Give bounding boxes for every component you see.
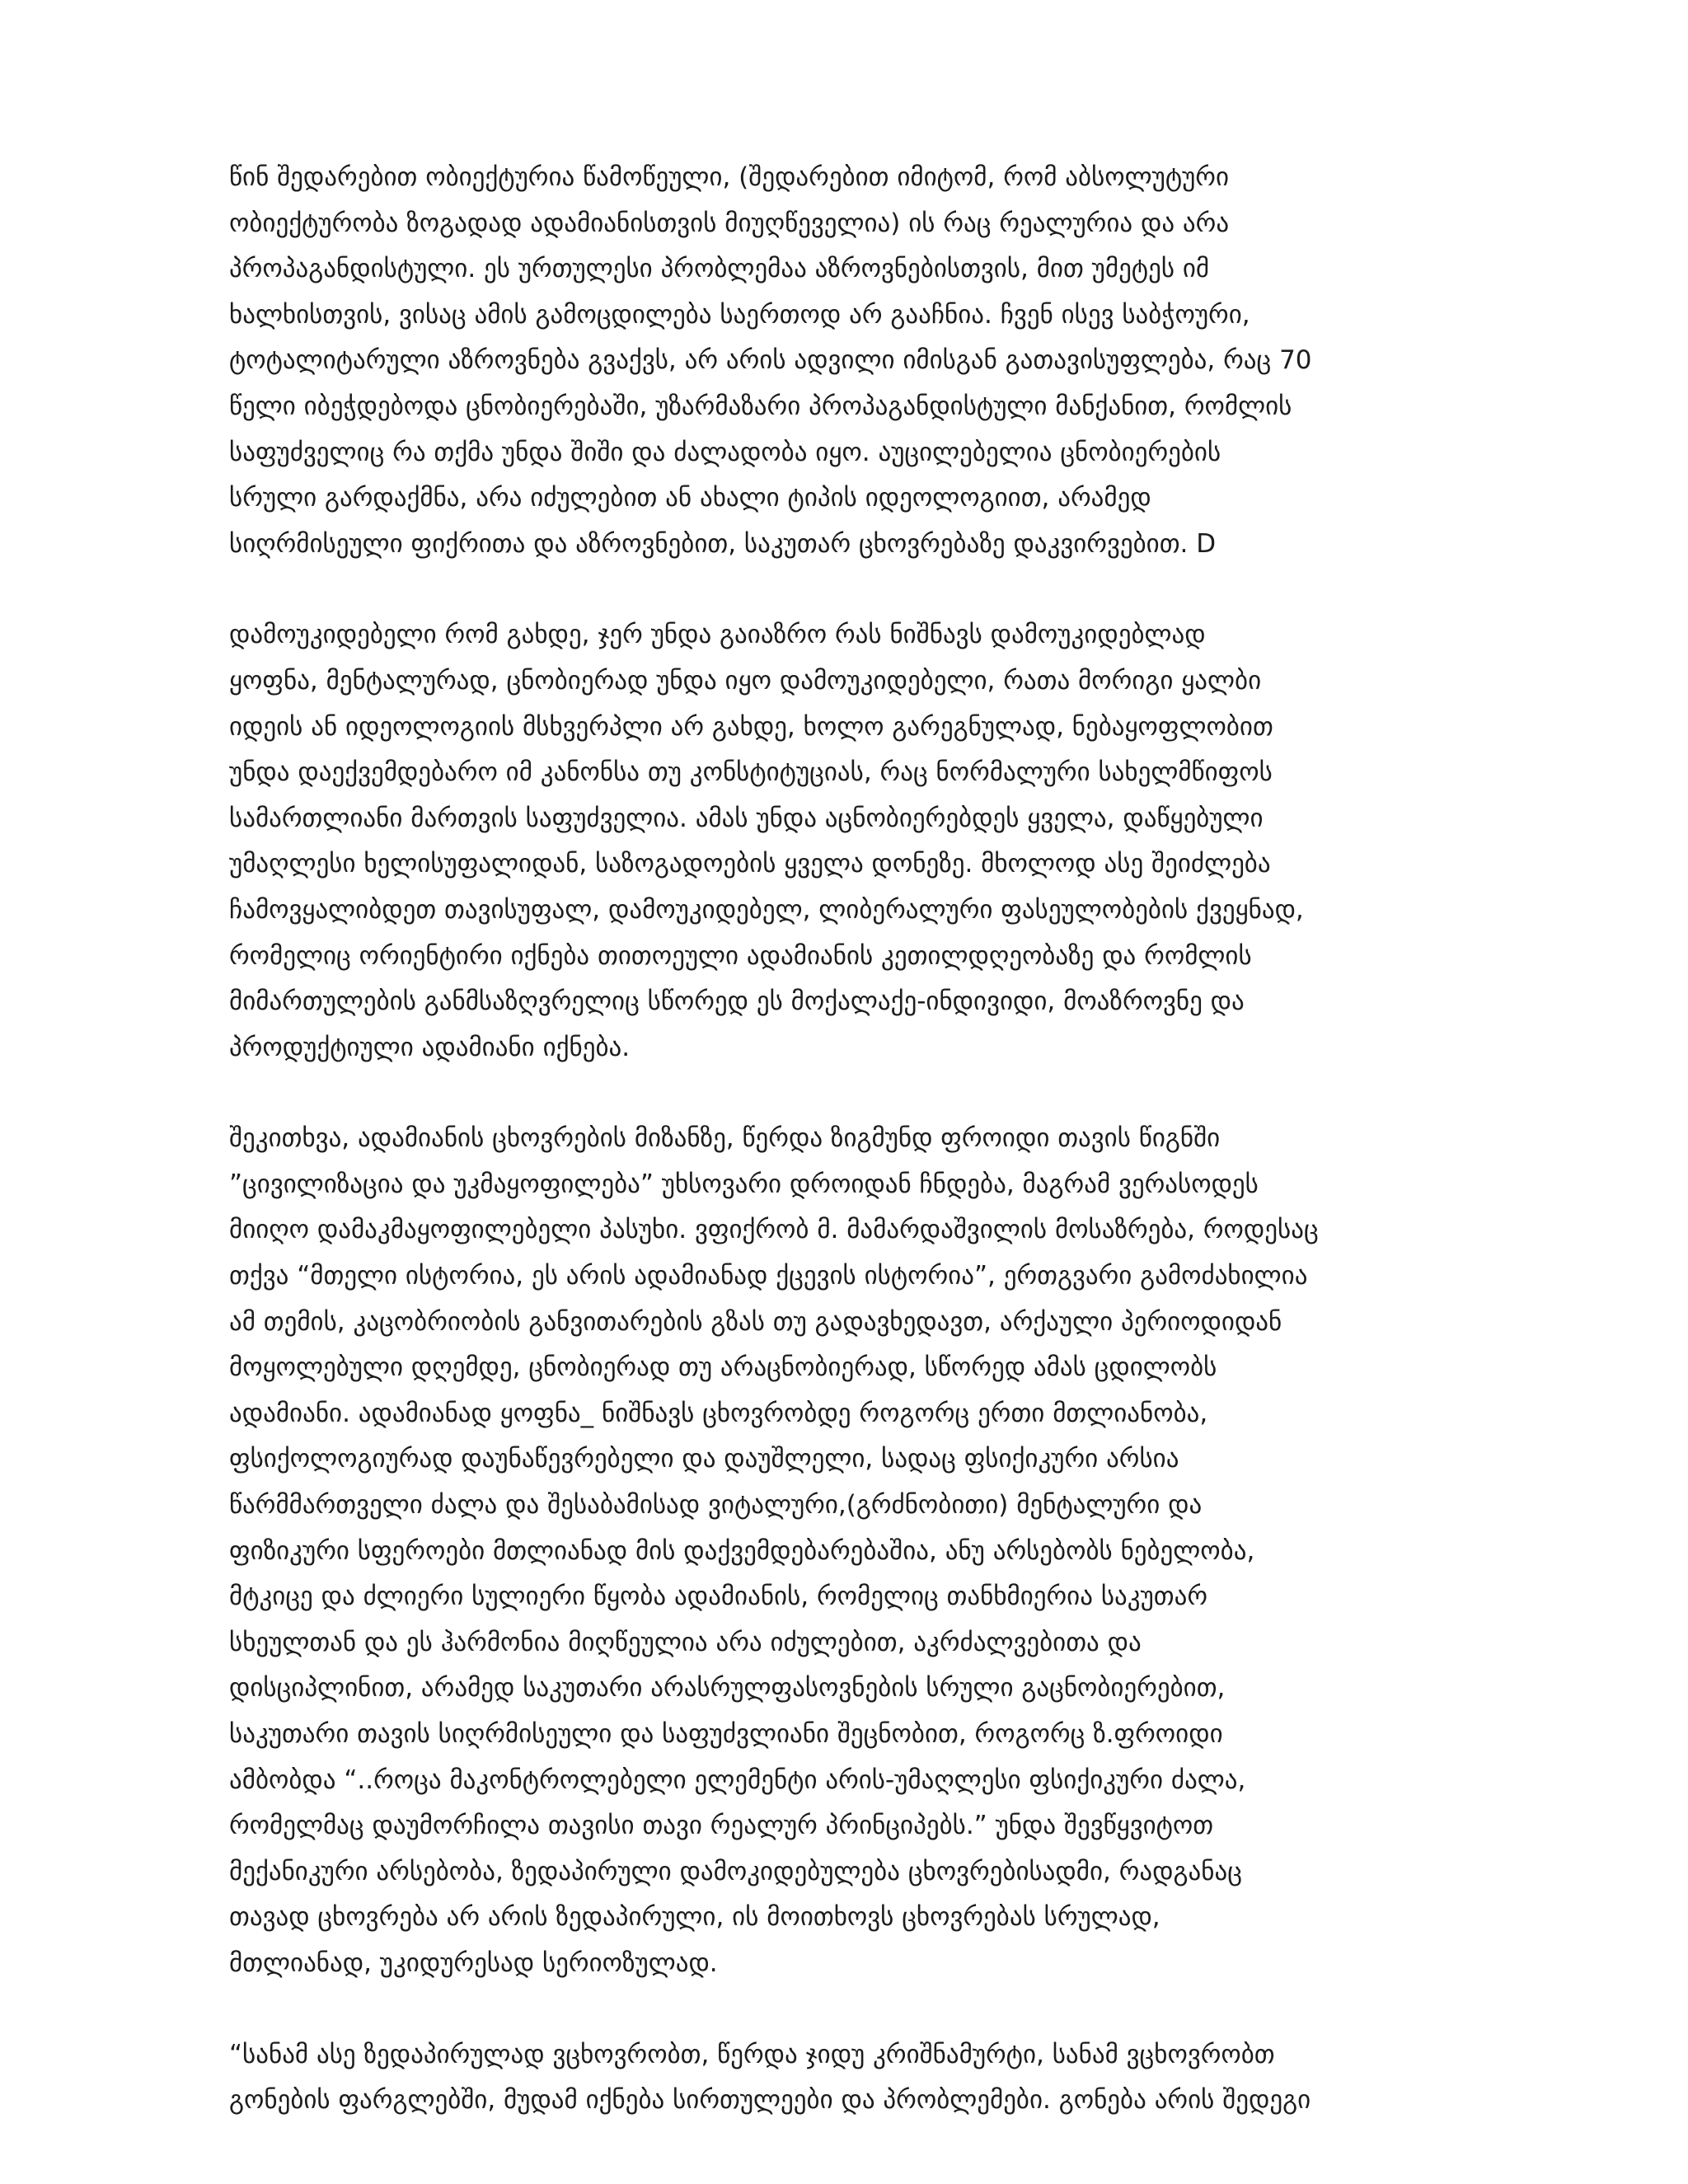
text-line: უმაღლესი ხელისუფალიდან, საზოგადოების ყველა დონეზე. მხოლოდ ასე შეიძლება (229, 849, 1271, 879)
text-line: საფუძველიც რა თქმა უნდა შიში და ძალადობა იყო. აუცილებელია ცნობიერების (229, 437, 1221, 467)
text-line: მიიღო დამაკმაყოფილებელი პასუხი. ვფიქრობ მ. მამარდაშვილის მოსაზრება, როდესაც (229, 1215, 1319, 1245)
text-line: ”ცივილიზაცია და უკმაყოფილება” უხსოვარი დროიდან ჩნდება, მაგრამ ვერასოდეს (229, 1169, 1259, 1199)
text-line: ფსიქოლოგიურად დაუნაწევრებელი და დაუშლელი, სადაც ფსიქიკური არსია (229, 1444, 1179, 1474)
text-line: ყოფნა, მენტალურად, ცნობიერად უნდა იყო დამოუკიდებელი, რათა მორიგი ყალბი (229, 665, 1262, 696)
text-line: წარმმართველი ძალა და შესაბამისად ვიტალური,(გრძნობითი) მენტალური და (229, 1490, 1203, 1521)
text-line: სამართლიანი მართვის საფუძველია. ამას უნდა აცნობიერებდეს ყველა, დაწყებული (229, 803, 1264, 833)
text-line: სიღრმისეული ფიქრითა და აზროვნებით, საკუთარ ცხოვრებაზე დაკვირვებით. D (229, 528, 1217, 559)
text-line: წელი იბეჭდებოდა ცნობიერებაში, უზარმაზარი პროპაგანდისტული მანქანით, რომლის (229, 391, 1292, 421)
text-line: ხალხისთვის, ვისაც ამის გამოცდილება საერთოდ არ გააჩნია. ჩვენ ისევ საბჭოური, (229, 299, 1250, 330)
text-line: შეკითხვა, ადამიანის ცხოვრების მიზანზე, წერდა ზიგმუნდ ფროიდი თავის წიგნში (229, 1123, 1221, 1154)
paragraph-3 (229, 1116, 1515, 1986)
text-line: პროპაგანდისტული. ეს ურთულესი პრობლემაა აზროვნებისთვის, მით უმეტეს იმ (229, 254, 1210, 284)
text-line: დამოუკიდებელი რომ გახდე, ჯერ უნდა გაიაზრო რას ნიშნავს დამოუკიდებლად (229, 620, 1206, 650)
text-line: მიმართულების განმსაზღვრელიც სწორედ ეს მოქალაქე-ინდივიდი, მოაზროვნე და (229, 987, 1245, 1017)
document-body (229, 155, 1515, 2169)
text-line: პროდუქტიული ადამიანი იქნება. (229, 1032, 631, 1062)
paragraph-2 (229, 612, 1515, 1071)
paragraph-1 (229, 155, 1515, 567)
text-line: დისციპლინით, არამედ საკუთარი არასრულფასოვნების სრული გაცნობიერებით, (229, 1673, 1226, 1704)
text-line: ობიექტურობა ზოგადად ადამიანისთვის მიუღწეველია) ის რაც რეალურია და არა (229, 208, 1230, 238)
text-line: რომელმაც დაუმორჩილა თავისი თავი რეალურ პრინციპებს.” უნდა შევწყვიტოთ (229, 1811, 1214, 1841)
text-line: გონების ფარგლებში, მუდამ იქნება სირთულეები და პრობლემები. გონება არის შედეგი (229, 2085, 1311, 2116)
text-line: ადამიანი. ადამიანად ყოფნა_ ნიშნავს ცხოვრობდე როგორც ერთი მთლიანობა, (229, 1398, 1208, 1428)
text-line: მთლიანად, უკიდურესად სერიოზულად. (229, 1947, 718, 1978)
text-line: მექანიკური არსებობა, ზედაპირული დამოკიდებულება ცხოვრებისადმი, რადგანაც (229, 1856, 1242, 1886)
text-line: ამ თემის, კაცობრიობის განვითარების გზას თუ გადავხედავთ, არქაული პერიოდიდან (229, 1306, 1282, 1337)
text-line: თქვა “მთელი ისტორია, ეს არის ადამიანად ქცევის ისტორია”, ერთგვარი გამოძახილია (229, 1261, 1308, 1291)
text-line: ჩამოვყალიბდეთ თავისუფალ, დამოუკიდებელ, ლიბერალური ფასეულობების ქვეყნად, (229, 894, 1304, 925)
paragraph-4 (229, 2032, 1515, 2124)
text-line: უნდა დაექვემდებარო იმ კანონსა თუ კონსტიტუციას, რაც ნორმალური სახელმწიფოს (229, 757, 1273, 788)
text-line: საკუთარი თავის სიღრმისეული და საფუძვლიანი შეცნობით, როგორც ზ.ფროიდი (229, 1719, 1223, 1749)
text-line: მოყოლებული დღემდე, ცნობიერად თუ არაცნობიერად, სწორედ ამას ცდილობს (229, 1352, 1217, 1383)
text-line: სხეულთან და ეს ჰარმონია მიღწეულია არა იძულებით, აკრძალვებითა და (229, 1627, 1142, 1657)
text-line: სრული გარდაქმნა, არა იძულებით ან ახალი ტიპის იდეოლოგიით, არამედ (229, 483, 1151, 513)
text-line: წინ შედარებით ობიექტურია წამოწეული, (შედარებით იმიტომ, რომ აბსოლუტური (229, 162, 1230, 192)
text-line: ამბობდა “..როცა მაკონტროლებელი ელემენტი არის-უმაღლესი ფსიქიკური ძალა, (229, 1765, 1246, 1795)
text-line: მტკიცე და ძლიერი სულიერი წყობა ადამიანის, რომელიც თანხმიერია საკუთარ (229, 1582, 1208, 1612)
text-line: “სანამ ასე ზედაპირულად ვცხოვრობთ, წერდა ჯიდუ კრიშნამურტი, სანამ ვცხოვრობთ (229, 2039, 1275, 2069)
text-line: ფიზიკური სფეროები მთლიანად მის დაქვემდებარებაშია, ანუ არსებობს ნებელობა, (229, 1535, 1255, 1566)
text-line: რომელიც ორიენტირი იქნება თითოეული ადამიანის კეთილდღეობაზე და რომლის (229, 940, 1252, 971)
text-line: იდეის ან იდეოლოგიის მსხვერპლი არ გახდე, ხოლო გარეგნულად, ნებაყოფლობით (229, 711, 1273, 742)
text-line: ტოტალიტარული აზროვნება გვაქვს, არ არის ადვილი იმისგან გათავისუფლება, რაც 70 (229, 345, 1312, 376)
text-line: თავად ცხოვრება არ არის ზედაპირული, ის მოითხოვს ცხოვრებას სრულად, (229, 1902, 1160, 1933)
